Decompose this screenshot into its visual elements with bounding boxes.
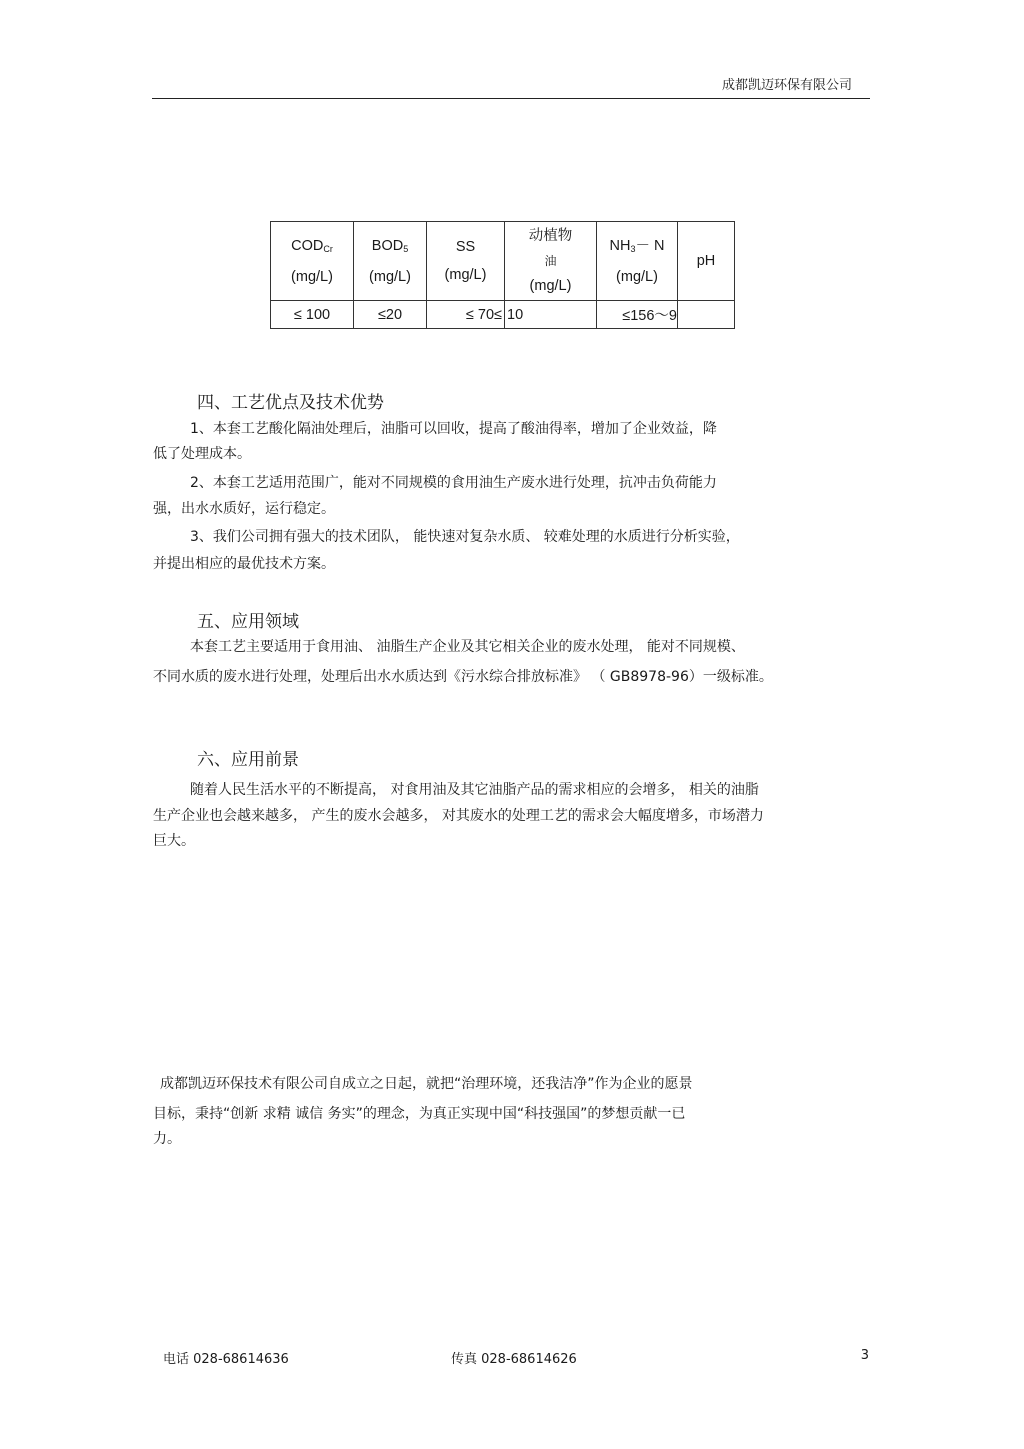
table-value-nh3n: ≤156～9 — [597, 301, 678, 329]
mission-line-1: 成都凯迈环保技术有限公司自成立之日起，就把“治理环境，还我洁净”作为企业的愿景 — [160, 1076, 693, 1092]
section4-line-1: 1、本套工艺酸化隔油处理后，油脂可以回收，提高了酸油得率，增加了企业效益，降 — [190, 421, 717, 437]
section6-line-2: 生产企业也会越来越多， 产生的废水会越多， 对其废水的处理工艺的需求会大幅度增多，市场潜力 — [153, 808, 764, 824]
table-value-bod: ≤20 — [354, 301, 427, 329]
discharge-standard-table — [270, 221, 735, 329]
table-value-ph — [678, 301, 735, 329]
table-value-row — [271, 301, 735, 329]
section5-title: 五、应用领域 — [197, 612, 299, 632]
table-value-ss: ≤ 70≤ — [427, 301, 505, 329]
table-header-row — [271, 222, 735, 301]
table-header-cod: $COD_{Cr}$ (mg/L) — [271, 222, 354, 301]
section4-line-6: 并提出相应的最优技术方案。 — [153, 556, 335, 572]
section4-line-4: 强，出水水质好，运行稳定。 — [153, 501, 335, 517]
section5-line-1: 本套工艺主要适用于食用油、 油脂生产企业及其它相关企业的废水处理， 能对不同规模、 — [190, 639, 745, 655]
header-company-name: 成都凯迈环保有限公司 — [721, 78, 852, 93]
table-value-oil: 10 — [505, 301, 597, 329]
table-value-cod: ≤ 100 — [271, 301, 354, 329]
table-header-bod: $BOD_5$ (mg/L) — [354, 222, 427, 301]
section6-line-1: 随着人民生活水平的不断提高， 对食用油及其它油脂产品的需求相应的会增多， 相关的油脂 — [190, 782, 759, 798]
header-divider — [152, 98, 870, 99]
mission-line-2: 目标，秉持“创新 求精 诚信 务实”的理念，为真正实现中国“科技强国”的梦想贡献一已 — [153, 1106, 686, 1122]
section5-line-2: 不同水质的废水进行处理，处理后出水水质达到《污水综合排放标准》 （ GB8978-96）一级标准。 — [153, 669, 773, 685]
table-header-oil: 动植物 油 (mg/L) — [505, 222, 597, 301]
footer-page-number: 3 — [860, 1348, 869, 1363]
footer-fax: 传真 028-68614626 — [451, 1352, 577, 1367]
section6-line-3: 巨大。 — [153, 833, 195, 849]
table-header-ss: SS (mg/L) — [427, 222, 505, 301]
section6-title: 六、应用前景 — [197, 750, 299, 770]
footer-phone: 电话 028-68614636 — [163, 1352, 289, 1367]
section4-line-2: 低了处理成本。 — [153, 446, 251, 462]
section4-line-3: 2、本套工艺适用范围广，能对不同规模的食用油生产废水进行处理，抗冲击负荷能力 — [190, 475, 717, 491]
table-header-ph: pH — [678, 222, 735, 301]
table-header-nh3n: $NH_3- N$ (mg/L) — [597, 222, 678, 301]
section4-line-5: 3、我们公司拥有强大的技术团队， 能快速对复杂水质、 较难处理的水质进行分析实验， — [190, 529, 740, 545]
mission-line-3: 力。 — [153, 1131, 181, 1147]
section4-title: 四、工艺优点及技术优势 — [197, 393, 384, 413]
